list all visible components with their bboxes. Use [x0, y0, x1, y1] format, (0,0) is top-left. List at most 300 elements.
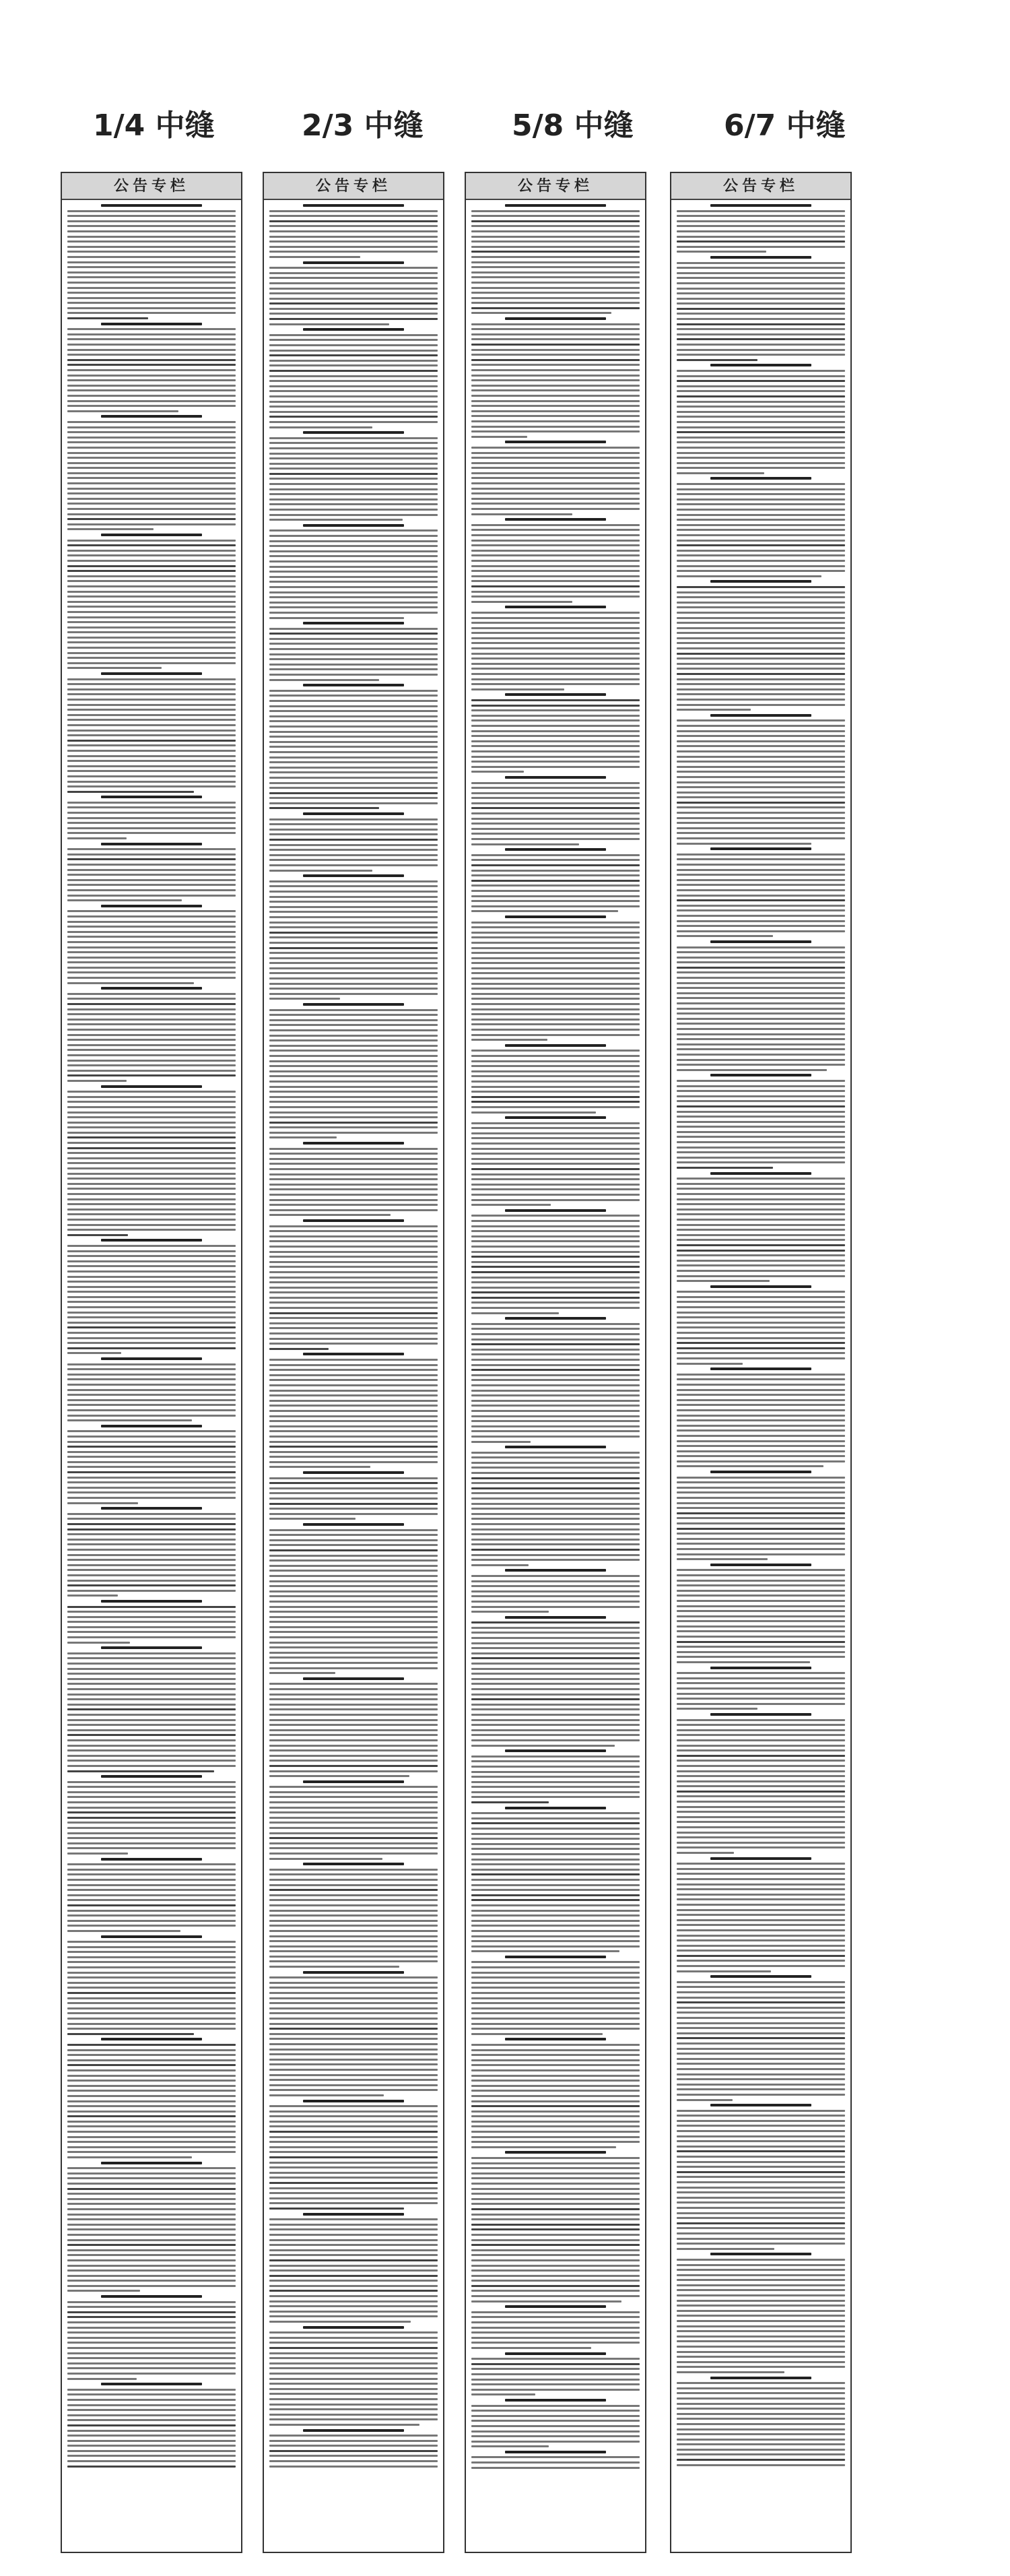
notice-text-line: [471, 1760, 640, 1762]
notice-text-line: [471, 1359, 640, 1361]
notice-text-line: [677, 390, 845, 392]
column-title-1: 1/4 中缝: [93, 108, 215, 143]
notice-text-line: [677, 1018, 845, 1020]
notice-text-line: [677, 899, 845, 901]
column-body-text-2: [264, 200, 443, 2552]
notice-text-line: [471, 1611, 549, 1613]
notice-text-line: [677, 1955, 845, 1957]
notice-heading-line: [303, 2429, 404, 2432]
notice-text-line: [67, 2404, 236, 2406]
notice-text-line: [471, 513, 572, 515]
notice-heading-line: [710, 1713, 811, 1716]
notice-text-line: [67, 591, 236, 593]
notice-text-line: [67, 349, 236, 351]
notice-text-line: [471, 766, 640, 768]
notice-text-line: [677, 2397, 845, 2400]
notice-text-line: [677, 2171, 845, 2173]
notice-text-line: [269, 1817, 438, 1819]
notice-text-line: [677, 277, 845, 279]
notice-text-line: [471, 761, 640, 763]
notice-text-line: [677, 2325, 845, 2327]
notice-text-line: [67, 2306, 236, 2308]
notice-text-line: [269, 2249, 438, 2251]
notice-text-line: [269, 2028, 438, 2030]
notice-text-line: [471, 678, 640, 680]
notice-text-line: [67, 611, 236, 613]
notice-text-line: [67, 492, 236, 494]
notice-text-line: [677, 1450, 845, 1452]
notice-text-line: [471, 870, 640, 872]
notice-text-line: [67, 631, 236, 633]
notice-text-line: [269, 1086, 438, 1088]
notice-heading-line: [101, 323, 202, 325]
notice-text-line: [471, 2172, 640, 2175]
notice-heading-line: [505, 2352, 606, 2355]
notice-text-line: [67, 1992, 236, 1994]
notice-text-line: [269, 2146, 438, 2148]
notice-text-line: [269, 1714, 438, 1716]
notice-text-line: [471, 1601, 640, 1603]
notice-text-line: [269, 1132, 438, 1134]
notice-text-line: [269, 668, 438, 670]
notice-text-line: [677, 725, 845, 727]
notice-text-line: [269, 2285, 438, 2287]
notice-text-line: [677, 2428, 845, 2430]
notice-text-line: [67, 709, 236, 711]
notice-text-line: [471, 1766, 640, 1768]
notice-text-line: [67, 931, 236, 933]
notice-text-line: [471, 828, 640, 830]
notice-text-line: [471, 379, 640, 381]
notice-text-line: [269, 2084, 438, 2086]
notice-text-line: [67, 565, 236, 567]
notice-heading-line: [101, 1425, 202, 1427]
notice-text-line: [67, 1951, 236, 1953]
notice-text-line: [471, 420, 640, 422]
notice-text-line: [269, 1770, 438, 1772]
notice-text-line: [67, 554, 236, 556]
notice-text-line: [269, 1322, 438, 1324]
notice-text-line: [269, 503, 438, 505]
notice-text-line: [677, 1095, 845, 1097]
notice-text-line: [67, 1363, 236, 1365]
notice-text-line: [67, 1013, 236, 1015]
notice-text-line: [471, 1467, 640, 1469]
notice-text-line: [269, 2141, 438, 2143]
notice-text-line: [269, 1631, 438, 1633]
notice-text-line: [67, 215, 236, 217]
notice-text-line: [471, 462, 640, 464]
notice-text-line: [677, 2181, 845, 2183]
notice-text-line: [471, 1425, 640, 1427]
notice-text-line: [471, 952, 640, 954]
notice-text-line: [471, 1950, 619, 1952]
notice-text-line: [471, 977, 640, 979]
notice-text-line: [471, 400, 640, 402]
notice-text-line: [269, 1595, 438, 1597]
notice-heading-line: [505, 1749, 606, 1752]
notice-text-line: [471, 271, 640, 273]
notice-text-line: [67, 1255, 236, 1257]
notice-text-line: [677, 1811, 845, 1813]
notice-text-line: [67, 1471, 236, 1473]
notice-text-line: [471, 1430, 640, 1432]
notice-text-line: [67, 1626, 236, 1628]
column-body-text-3: [466, 200, 645, 2552]
notice-text-line: [67, 1636, 236, 1638]
notice-text-line: [269, 653, 438, 655]
notice-text-line: [471, 1734, 640, 1736]
notice-text-line: [269, 1539, 438, 1541]
notice-text-line: [677, 1868, 845, 1870]
notice-text-line: [269, 767, 438, 769]
notice-text-line: [67, 1296, 236, 1298]
notice-text-line: [67, 678, 236, 680]
notice-text-line: [677, 930, 845, 932]
notice-text-line: [269, 437, 438, 439]
notice-text-line: [67, 874, 236, 876]
notice-text-line: [471, 452, 640, 454]
notice-heading-line: [101, 1085, 202, 1088]
notice-text-line: [471, 1930, 640, 1932]
notice-text-line: [67, 1724, 236, 1726]
notice-text-line: [677, 1270, 845, 1272]
notice-text-line: [677, 1002, 845, 1004]
notice-text-line: [67, 426, 236, 428]
notice-heading-line: [303, 1780, 404, 1783]
notice-text-line: [67, 2460, 236, 2462]
notice-text-line: [471, 1297, 640, 1299]
notice-text-line: [67, 344, 236, 346]
notice-text-line: [471, 2234, 640, 2236]
notice-text-line: [677, 1785, 845, 1787]
notice-text-line: [269, 864, 438, 866]
notice-text-line: [269, 2023, 438, 2025]
notice-heading-line: [101, 796, 202, 798]
notice-text-line: [67, 1213, 236, 1215]
notice-text-line: [471, 2254, 640, 2256]
notice-heading-line: [101, 843, 202, 845]
notice-text-line: [67, 817, 236, 819]
notice-text-line: [471, 1801, 549, 1803]
notice-text-line: [67, 1801, 236, 1803]
notice-text-line: [677, 1826, 845, 1828]
notice-text-line: [67, 750, 236, 752]
notice-text-line: [269, 1271, 438, 1273]
notice-text-line: [677, 1878, 845, 1880]
notice-text-line: [67, 926, 236, 928]
notice-text-line: [269, 535, 438, 537]
notice-text-line: [67, 2095, 236, 2097]
notice-text-line: [677, 982, 845, 984]
notice-text-line: [269, 1662, 438, 1664]
notice-text-line: [67, 2316, 236, 2318]
notice-text-line: [677, 544, 845, 546]
notice-text-line: [677, 2330, 845, 2332]
notice-text-line: [67, 1399, 236, 1401]
notice-text-line: [677, 2264, 845, 2266]
notice-text-line: [677, 1409, 845, 1411]
notice-text-line: [269, 1091, 438, 1093]
notice-text-line: [67, 2064, 236, 2066]
notice-text-line: [677, 2032, 845, 2034]
notice-text-line: [269, 1230, 438, 1232]
notice-text-line: [677, 1945, 845, 1947]
notice-text-line: [269, 1842, 438, 1844]
notice-text-line: [677, 1708, 758, 1710]
notice-heading-line: [710, 1074, 811, 1076]
notice-text-line: [677, 1157, 845, 1159]
notice-text-line: [677, 2130, 845, 2132]
notice-text-line: [269, 2121, 438, 2123]
notice-text-line: [67, 1374, 236, 1376]
notice-text-line: [471, 1843, 640, 1845]
notice-text-line: [67, 1209, 236, 1211]
notice-text-line: [269, 731, 438, 733]
notice-text-line: [67, 1306, 236, 1308]
notice-text-line: [67, 236, 236, 238]
notice-text-line: [269, 1920, 438, 1922]
notice-text-line: [471, 585, 640, 587]
notice-text-line: [677, 1116, 845, 1118]
notice-text-line: [269, 555, 438, 557]
notice-text-line: [269, 952, 438, 954]
notice-text-line: [67, 1101, 236, 1103]
notice-text-line: [269, 350, 438, 352]
notice-text-line: [677, 2125, 845, 2127]
notice-text-line: [269, 2125, 438, 2127]
notice-text-line: [677, 1605, 845, 1607]
notice-text-line: [471, 688, 564, 690]
notice-heading-line: [710, 1285, 811, 1288]
notice-text-line: [677, 2017, 845, 2019]
notice-text-line: [67, 1668, 236, 1670]
notice-text-line: [471, 1976, 640, 1978]
notice-text-line: [677, 1178, 845, 1180]
notice-text-line: [677, 431, 845, 433]
notice-text-line: [677, 961, 845, 963]
notice-text-line: [677, 781, 845, 783]
notice-text-line: [471, 2064, 640, 2066]
notice-text-line: [677, 1487, 845, 1489]
notice-text-line: [677, 776, 845, 778]
notice-text-line: [269, 2337, 438, 2339]
notice-text-line: [269, 488, 438, 490]
notice-text-line: [677, 905, 845, 907]
notice-text-line: [67, 1997, 236, 1999]
notice-text-line: [677, 2068, 845, 2070]
notice-text-line: [67, 467, 236, 469]
notice-text-line: [471, 2183, 640, 2185]
notice-heading-line: [303, 812, 404, 815]
notice-text-line: [269, 478, 438, 480]
notice-text-line: [67, 1523, 236, 1525]
notice-text-line: [677, 1795, 845, 1797]
notice-text-line: [471, 843, 579, 845]
notice-text-line: [67, 1203, 236, 1205]
notice-text-line: [677, 2073, 845, 2075]
notice-text-line: [269, 2305, 438, 2307]
notice-heading-line: [505, 2451, 606, 2453]
notice-text-line: [269, 385, 438, 387]
notice-text-line: [471, 565, 640, 567]
notice-heading-line: [710, 364, 811, 366]
notice-text-line: [677, 349, 845, 351]
notice-text-line: [269, 2033, 438, 2035]
notice-text-line: [269, 1029, 438, 1031]
notice-text-line: [471, 410, 640, 412]
notice-text-line: [677, 493, 845, 495]
notice-text-line: [67, 1070, 236, 1072]
notice-text-line: [471, 2331, 640, 2333]
notice-text-line: [67, 2424, 236, 2426]
notice-text-line: [471, 2405, 640, 2407]
notice-text-line: [677, 498, 845, 501]
notice-text-line: [67, 1904, 236, 1906]
notice-heading-line: [101, 1507, 202, 1510]
notice-text-line: [471, 1492, 640, 1494]
notice-text-line: [269, 1425, 438, 1427]
notice-text-line: [67, 2111, 236, 2113]
notice-text-line: [269, 1786, 438, 1788]
notice-text-line: [471, 1215, 640, 1217]
notice-text-line: [677, 1924, 845, 1926]
notice-text-line: [677, 2217, 845, 2219]
notice-text-line: [269, 1950, 438, 1952]
notice-text-line: [677, 2140, 845, 2142]
notice-text-line: [677, 554, 845, 556]
notice-text-line: [677, 1048, 845, 1050]
notice-text-line: [67, 1198, 236, 1200]
notice-text-line: [67, 266, 236, 268]
notice-text-line: [67, 447, 236, 449]
notice-text-line: [269, 1194, 438, 1196]
notice-text-line: [677, 699, 845, 701]
notice-text-line: [67, 560, 236, 562]
notice-text-line: [269, 1327, 438, 1329]
notice-text-line: [677, 503, 845, 505]
notice-text-line: [471, 1822, 640, 1824]
notice-text-line: [67, 1574, 236, 1576]
notice-text-line: [677, 457, 845, 459]
notice-text-line: [67, 359, 236, 361]
notice-text-line: [67, 1513, 236, 1515]
notice-text-line: [269, 2393, 438, 2395]
notice-text-line: [269, 1982, 438, 1984]
notice-text-line: [471, 508, 640, 510]
notice-text-line: [269, 2166, 438, 2168]
notice-text-line: [67, 292, 236, 294]
notice-text-line: [67, 1889, 236, 1891]
notice-text-line: [269, 1621, 438, 1623]
notice-text-line: [269, 1575, 438, 1577]
notice-text-line: [471, 2033, 603, 2035]
notice-text-line: [471, 910, 618, 912]
notice-text-line: [471, 932, 640, 934]
notice-text-line: [677, 1219, 845, 1221]
notice-heading-line: [303, 204, 404, 207]
notice-text-line: [269, 1956, 438, 1958]
notice-text-line: [269, 1122, 438, 1124]
notice-text-line: [471, 2069, 640, 2071]
notice-text-line: [677, 668, 845, 670]
notice-text-line: [471, 2208, 640, 2210]
notice-text-line: [269, 2466, 438, 2468]
notice-text-line: [471, 1410, 640, 1412]
notice-text-line: [471, 1349, 640, 1351]
notice-text-line: [677, 1193, 845, 1195]
notice-text-line: [471, 942, 640, 944]
notice-text-line: [67, 2445, 236, 2447]
notice-text-line: [471, 1627, 640, 1629]
notice-text-line: [269, 1853, 438, 1855]
notice-text-line: [677, 2238, 845, 2240]
notice-text-line: [269, 1945, 438, 1947]
notice-text-line: [67, 2136, 236, 2138]
notice-text-line: [269, 1075, 438, 1077]
notice-text-line: [677, 2382, 845, 2384]
notice-text-line: [269, 1590, 438, 1592]
notice-text-line: [67, 1652, 236, 1654]
notice-text-line: [471, 2415, 640, 2417]
notice-text-line: [677, 1008, 845, 1010]
notice-text-line: [67, 1023, 236, 1025]
notice-text-line: [471, 2347, 591, 2349]
notice-text-line: [269, 215, 438, 217]
notice-text-line: [67, 1245, 236, 1247]
notice-text-line: [67, 354, 236, 356]
notice-text-line: [677, 1939, 845, 1941]
notice-text-line: [67, 2378, 137, 2380]
notice-text-line: [471, 246, 640, 248]
notice-text-line: [269, 339, 438, 341]
notice-text-line: [471, 1199, 640, 1201]
notice-text-line: [269, 1348, 329, 1350]
notice-text-line: [677, 1203, 845, 1205]
notice-text-line: [677, 997, 845, 999]
notice-text-line: [471, 1987, 640, 1989]
notice-text-line: [67, 1497, 236, 1499]
notice-text-line: [471, 1698, 640, 1700]
notice-text-line: [677, 1991, 845, 1993]
notice-text-line: [67, 1708, 236, 1710]
notice-text-line: [471, 2425, 640, 2427]
notice-text-line: [269, 1405, 438, 1407]
notice-text-line: [269, 1116, 438, 1118]
notice-text-line: [677, 1615, 845, 1617]
notice-text-line: [677, 1590, 845, 1592]
notice-text-line: [67, 2146, 236, 2148]
notice-text-line: [677, 663, 845, 665]
notice-text-line: [67, 1270, 236, 1273]
notice-text-line: [269, 2234, 438, 2236]
notice-text-line: [269, 1101, 438, 1103]
notice-text-line: [269, 2265, 438, 2267]
notice-text-line: [471, 595, 640, 598]
notice-text-line: [269, 977, 438, 979]
notice-text-line: [269, 1704, 438, 1706]
notice-text-line: [677, 2336, 845, 2338]
notice-text-line: [677, 802, 845, 804]
notice-text-line: [269, 761, 438, 763]
notice-text-line: [471, 1771, 640, 1773]
notice-text-line: [269, 210, 438, 212]
notice-heading-line: [505, 518, 606, 521]
notice-text-line: [471, 2467, 640, 2469]
notice-text-line: [677, 1584, 845, 1586]
notice-text-line: [269, 529, 438, 532]
notice-text-line: [67, 2002, 236, 2004]
